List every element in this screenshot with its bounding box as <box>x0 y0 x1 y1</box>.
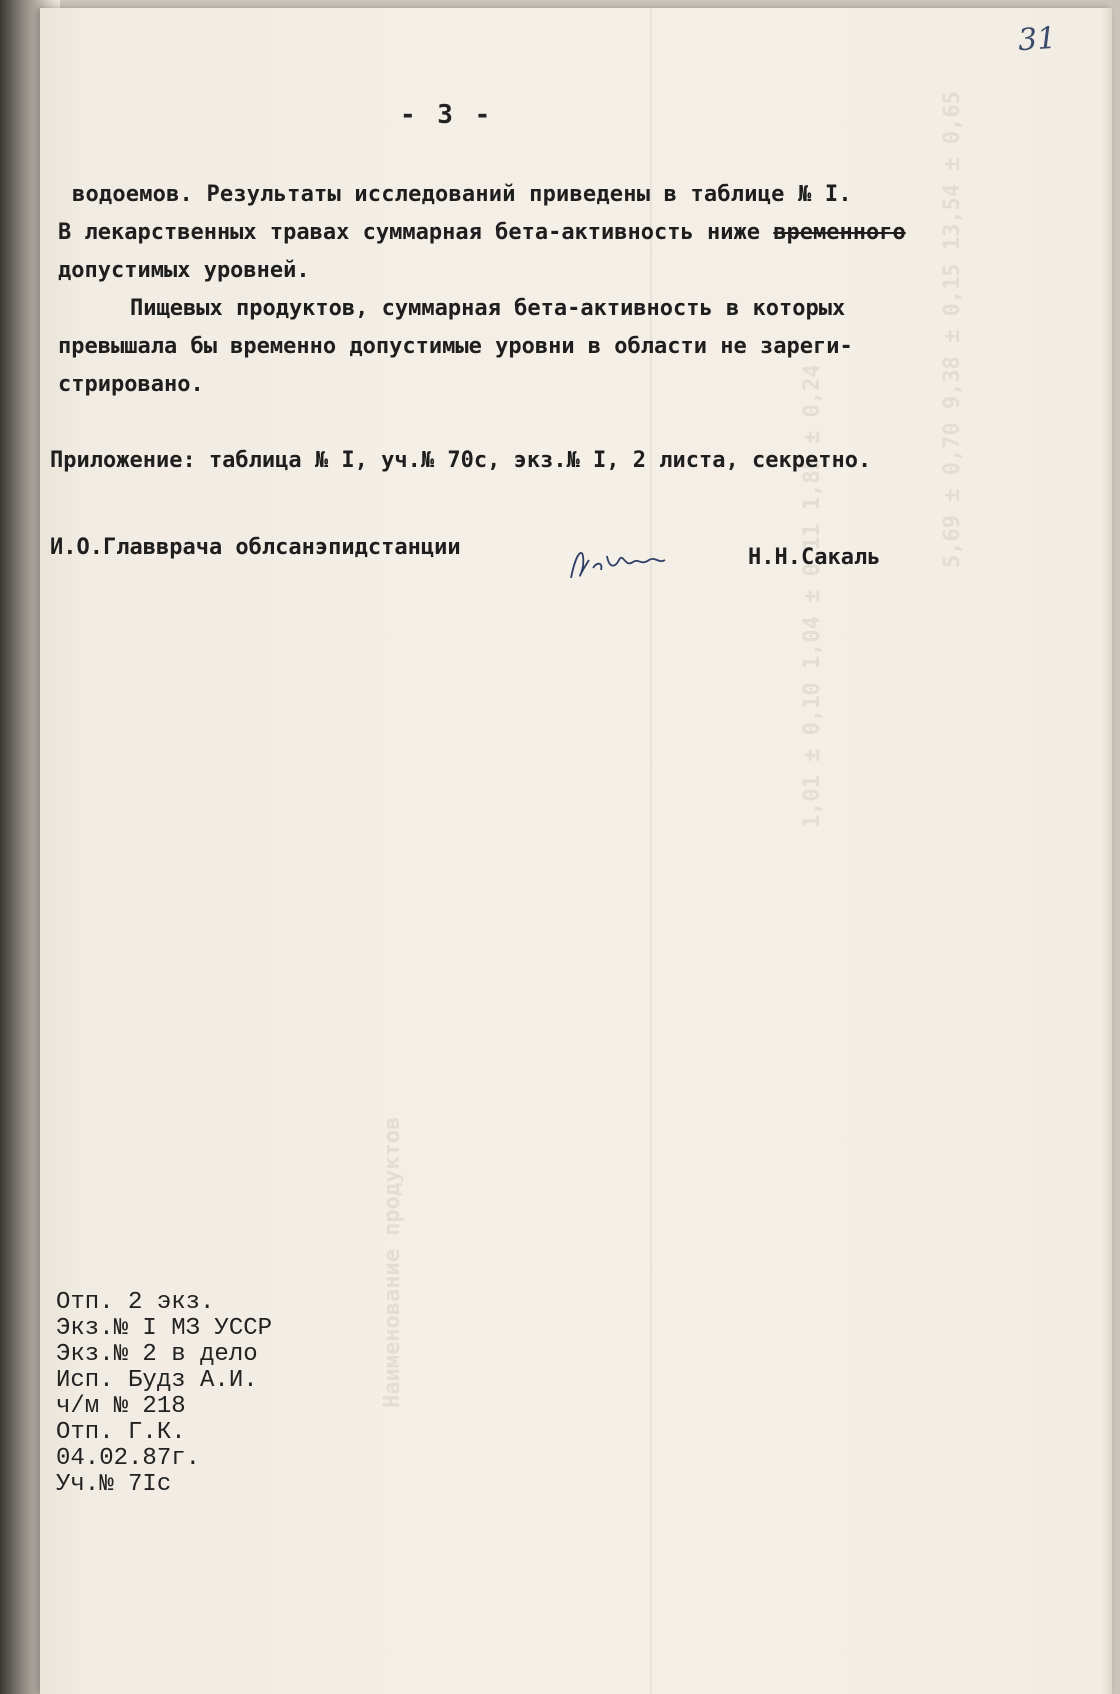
note-line: Экз.№ 2 в дело <box>56 1341 258 1368</box>
signatory-title: И.О.Главврача облсанэпидстанции <box>50 535 461 560</box>
paragraph2-line2: превышала бы временно допустимые уровни в области не зареги- <box>58 334 853 359</box>
fold-crease <box>650 8 652 1694</box>
bleed-through-column: Наименование продуктов <box>380 1116 405 1408</box>
bleed-through-column: 1,01 ± 0,10 1,04 ± 0,11 1,85 ± 0,24 <box>800 364 825 828</box>
paragraph1-line3: допустимых уровней. <box>58 258 310 283</box>
paragraph2-line3: стрировано. <box>58 372 204 397</box>
signatory-name: Н.Н.Сакаль <box>748 545 881 570</box>
note-line: Отп. 2 экз. <box>56 1289 215 1316</box>
note-line: Исп. Будз А.И. <box>56 1367 258 1394</box>
note-line: Отп. Г.К. <box>56 1419 186 1446</box>
paragraph1-line1: водоемов. Результаты исследований приведены в таблице № I. <box>72 182 852 207</box>
page-number: - 3 - <box>400 100 494 130</box>
note-line: Экз.№ I МЗ УССР <box>56 1315 273 1342</box>
handwritten-signature <box>563 538 713 588</box>
bleed-through-column: 5,69 ± 0,70 9,38 ± 0,15 13,54 ± 0,65 <box>940 91 965 568</box>
paragraph1-line2-text: В лекарственных травах суммарная бета-активность ниже <box>58 220 760 245</box>
note-line: ч/м № 218 <box>56 1393 186 1420</box>
attachment-line: Приложение: таблица № I, уч.№ 70с, экз.№ I, 2 листа, секретно. <box>50 448 872 473</box>
dispatch-notes <box>56 1290 272 1498</box>
paragraph1-line2 <box>58 220 906 245</box>
paragraph2-line1: Пищевых продуктов, суммарная бета-активность в которых <box>130 296 846 321</box>
page-edge <box>1102 8 1112 1694</box>
struck-word: временного <box>773 220 906 245</box>
note-line: 04.02.87г. <box>56 1445 201 1472</box>
handwritten-page-number: 31 <box>1016 20 1058 59</box>
note-line: Уч.№ 7Iс <box>56 1471 172 1498</box>
